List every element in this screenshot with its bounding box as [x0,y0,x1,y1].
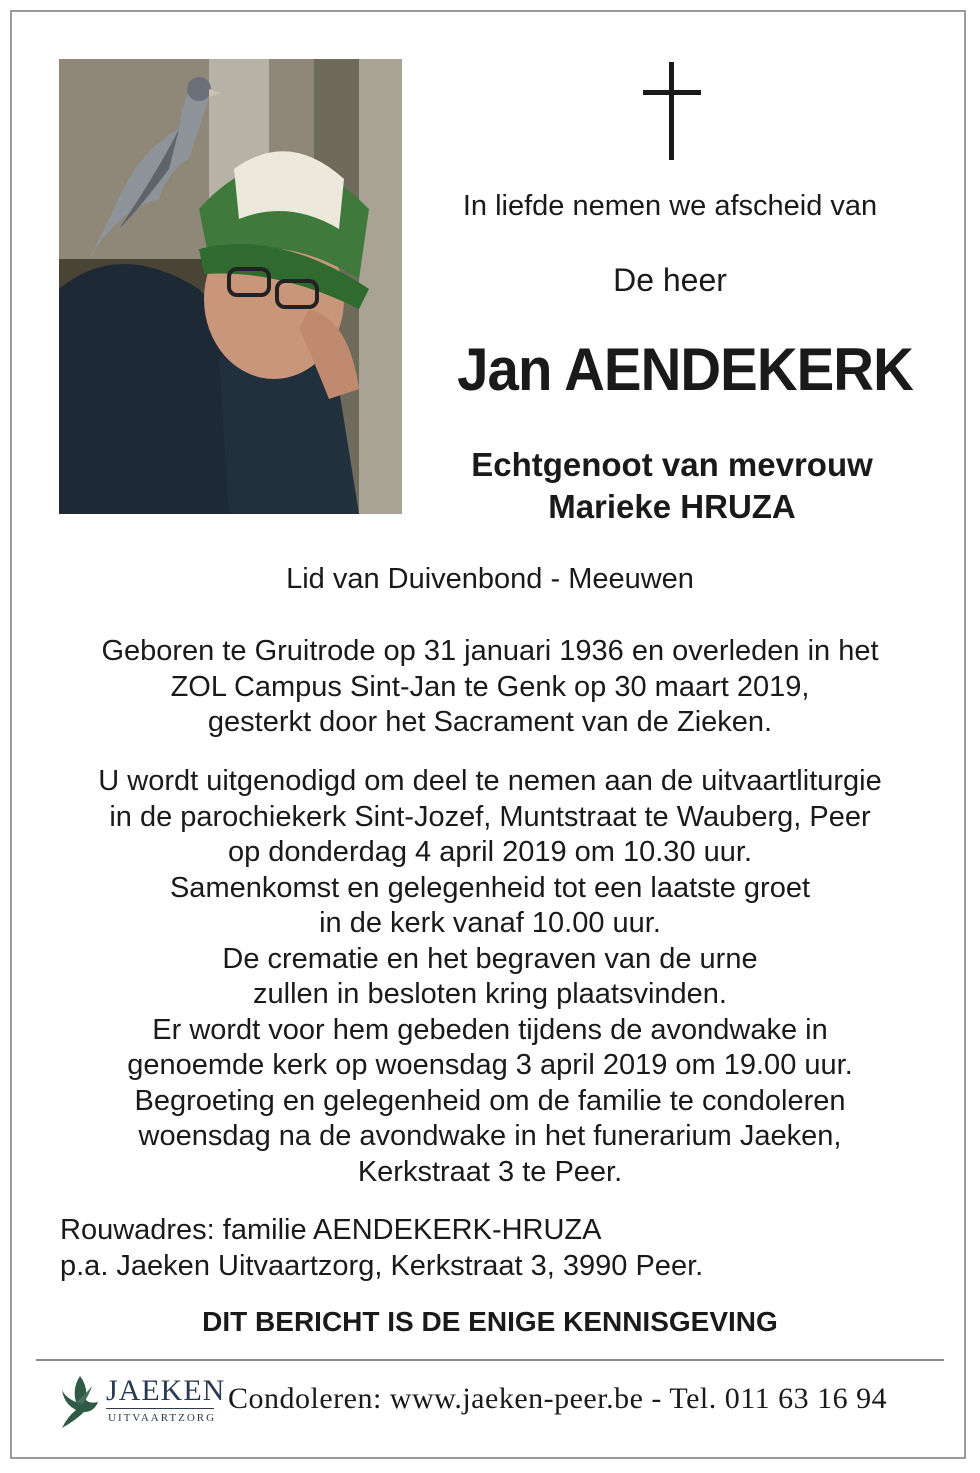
text-line: Er wordt voor hem gebeden tijdens de avondwake in [152,1013,828,1046]
text-line: in de parochiekerk Sint-Jozef, Muntstraat te Wauberg, Peer [109,800,871,833]
spouse-name: Marieke HRUZA [548,488,796,525]
funeral-paragraph [40,764,940,1190]
address-line: Rouwadres: familie AENDEKERK-HRUZA [60,1214,602,1246]
logo-name: JAEKEN [106,1374,226,1407]
spouse-block [410,444,934,528]
notice-text: DIT BERICHT IS DE ENIGE KENNISGEVING [202,1306,778,1337]
text-line: zullen in besloten kring plaatsvinden. [253,978,727,1010]
birth-death-paragraph [40,634,940,741]
text-line: op donderdag 4 april 2019 om 10.30 uur. [227,836,752,868]
spouse-line: Echtgenoot van mevrouw [471,446,873,483]
text-line: in de kerk vanaf 10.00 uur. [319,907,661,939]
deceased-name: Jan AENDEKERK [457,336,913,403]
logo-subtitle: UITVAARTZORG [108,1412,217,1424]
contact-line[interactable]: Condoleren: www.jaeken-peer.be - Tel. 011 63 16 94 [228,1382,888,1415]
jaeken-logo [58,1372,228,1432]
address-line: p.a. Jaeken Uitvaartzorg, Kerkstraat 3, 3990 Peer. [60,1250,704,1282]
cross-icon [643,62,701,160]
text-line: U wordt uitgenodigd om deel te nemen aan de uitvaartliturgie [98,765,882,797]
portrait-photo [59,59,402,514]
text-line: Begroeting en gelegenheid om de familie te condoleren [134,1084,846,1117]
text-line: Geboren te Gruitrode op 31 januari 1936 en overleden in het [101,635,879,667]
footer-divider [36,1359,944,1361]
logo-rule [106,1408,214,1409]
text-line: gesterkt door het Sacrament van de Zieken. [207,706,773,738]
text-line: ZOL Campus Sint-Jan te Genk op 30 maart 2019, [170,670,810,703]
text-line: genoemde kerk op woensdag 3 april 2019 om 19.00 uur. [127,1049,853,1081]
honorific: De heer [613,262,727,298]
intro-text: In liefde nemen we afscheid van [462,190,878,222]
membership-text: Lid van Duivenbond - Meeuwen [286,563,694,595]
dove-icon [58,1372,102,1430]
mourning-address [60,1212,940,1284]
text-line: Samenkomst en gelegenheid tot een laatste groet [169,871,811,904]
text-line: De crematie en het begraven van de urne [222,942,758,975]
text-line: Kerkstraat 3 te Peer. [357,1155,623,1188]
portrait-illustration [59,59,402,514]
text-line: woensdag na de avondwake in het funerarium Jaeken, [138,1120,842,1152]
